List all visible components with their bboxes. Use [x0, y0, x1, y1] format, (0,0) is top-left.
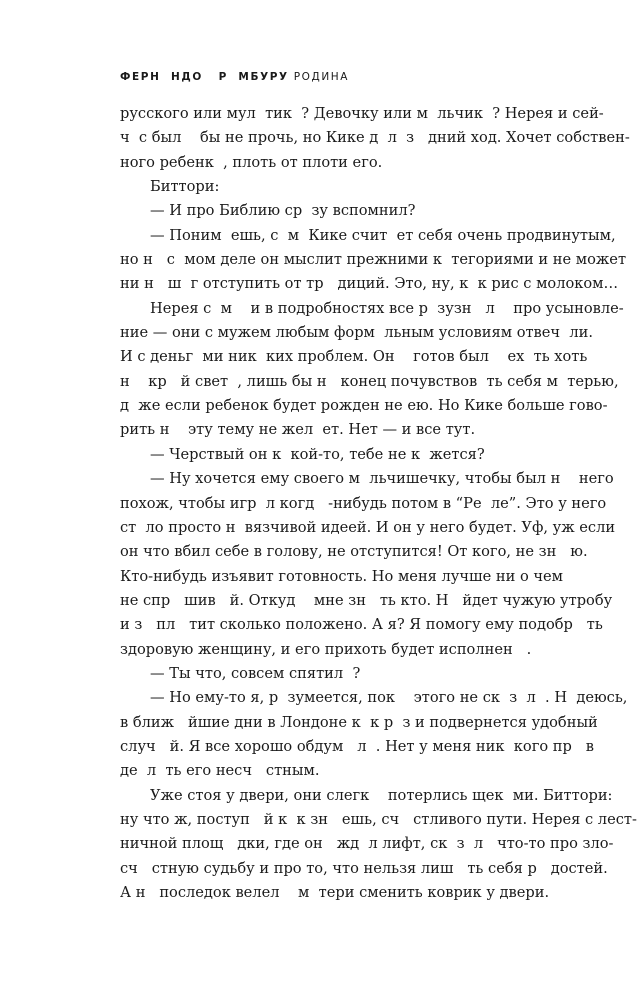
- text-line: в ближ йшие дни в Лондоне к к р з и подвернется удобный: [120, 713, 598, 731]
- body-text: [120, 102, 637, 905]
- text-line: сч стную судьбу и про то, что нельзя лиш ть себя р достей.: [120, 859, 608, 877]
- text-line: Уже стоя у двери, они слегк потерлись щек ми. Биттори:: [150, 786, 613, 804]
- text-line: н кр й свет , лишь бы н конец почувствов ть себя м терью,: [120, 372, 619, 390]
- text-line: ничной площ дки, где он жд л лифт, ск з л что-то про зло-: [120, 835, 614, 853]
- text-line: случ й. Я все хорошо обдум л . Нет у меня ник кого пр в: [120, 737, 594, 755]
- text-line: он что вбил себе в голову, не отступится! От кого, не зн ю.: [120, 543, 588, 561]
- text-line: — Поним ешь, с м Кике счит ет себя очень продвинутым,: [150, 226, 616, 244]
- text-line: И с деньг ми ник ких проблем. Он готов был ех ть хоть: [120, 348, 588, 366]
- text-line: А н последок велел м тери сменить коврик у двери.: [120, 884, 550, 901]
- text-line: ну что ж, поступ й к к зн ешь, сч стливого пути. Нерея с лест-: [120, 810, 637, 828]
- text-line: Биттори:: [150, 178, 220, 196]
- text-line: Кто-нибудь изъявит готовность. Но меня лучше ни о чем: [120, 567, 564, 585]
- running-header: [120, 71, 349, 83]
- text-line: — Черствый он к кой-то, тебе не к жется?: [150, 445, 485, 463]
- text-line: — Ну хочется ему своего м льчишечку, чтобы был н него: [150, 470, 614, 488]
- text-line: — Ты что, совсем спятил ?: [150, 664, 361, 682]
- text-line: похож, чтобы игр л когд -нибудь потом в “Ре ле”. Это у него: [120, 494, 607, 512]
- header-author: ФЕРН НДО Р МБУРУ: [120, 71, 289, 83]
- text-line: Нерея с м и в подробностях все р зузн л про усыновле-: [150, 299, 624, 317]
- text-line: де л ть его несч стным.: [120, 762, 320, 780]
- text-line: здоровую женщину, и его прихоть будет исполнен .: [120, 640, 532, 658]
- text-line: не спр шив й. Откуд мне зн ть кто. Н йдет чужую утробу: [120, 591, 613, 609]
- text-line: ст ло просто н вязчивой идеей. И он у него будет. Уф, уж если: [120, 518, 616, 536]
- text-line: но н с мом деле он мыслит прежними к тегориями и не может: [120, 251, 627, 269]
- text-line: д же если ребенок будет рожден не ею. Но Кике больше гово-: [120, 397, 608, 415]
- text-line: ного ребенк , плоть от плоти его.: [120, 153, 383, 171]
- text-line: ч с был бы не прочь, но Кике д л з дний ход. Хочет собствен-: [120, 129, 630, 147]
- text-line: и з пл тит сколько положено. А я? Я помогу ему подобр ть: [120, 616, 603, 634]
- text-line: рить н эту тему не жел ет. Нет — и все тут.: [120, 421, 476, 439]
- text-line: — И про Библию ср зу вспомнил?: [150, 202, 416, 220]
- header-title: РОДИНА: [293, 71, 350, 83]
- text-line: ни н ш г отступить от тр диций. Это, ну, к к рис с молоком…: [120, 275, 619, 293]
- text-line: русского или мул тик ? Девочку или м льчик ? Нерея и сей-: [120, 105, 604, 122]
- text-line: — Но ему-то я, р зумеется, пок этого не ск з л . Н деюсь,: [150, 689, 628, 707]
- text-line: ние — они с мужем любым форм льным условиям отвеч ли.: [120, 324, 593, 342]
